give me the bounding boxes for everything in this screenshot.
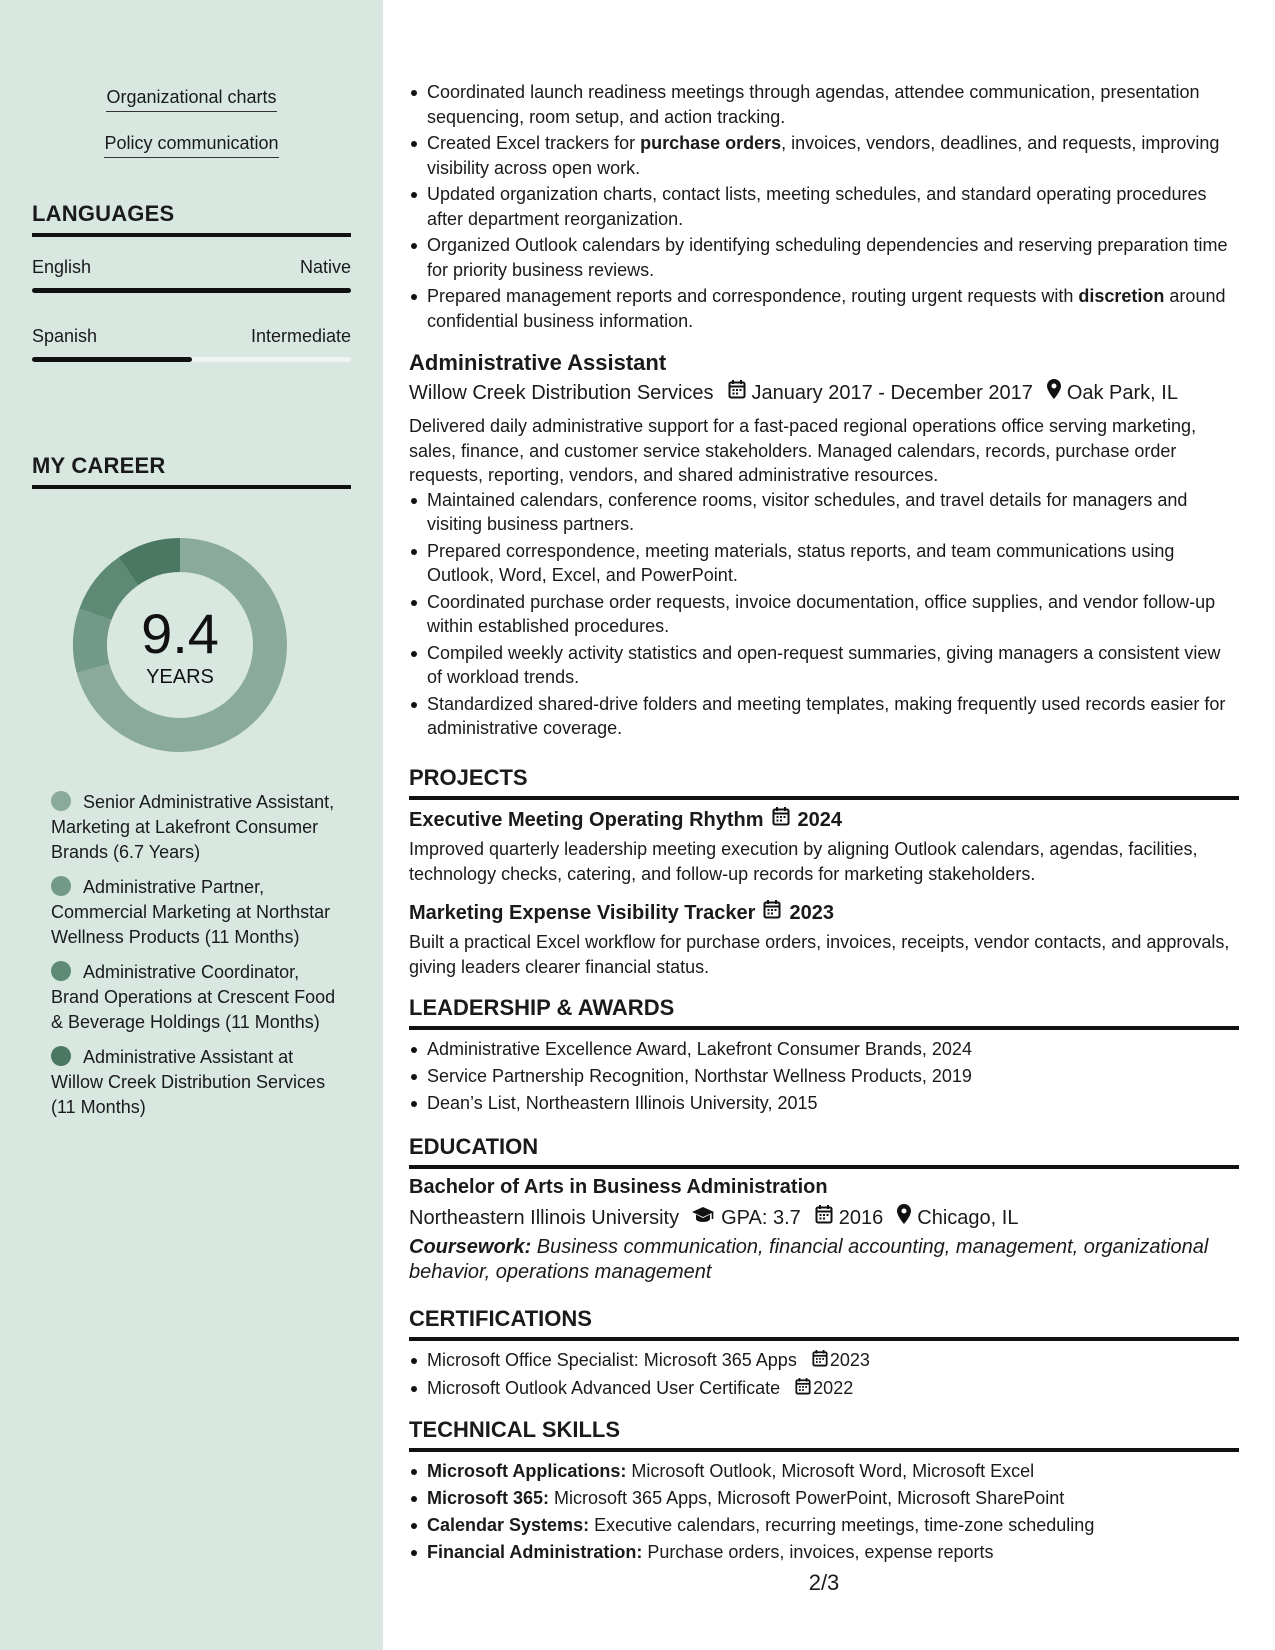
bullet-item: Coordinated launch readiness meetings through agendas, attendee communication, presentation sequencing, room setup, and action tracking. xyxy=(409,80,1239,129)
project-year: 2023 xyxy=(789,901,834,924)
career-text: Senior Administrative Assistant, Marketing at Lakefront Consumer Brands (6.7 Years) xyxy=(51,792,335,862)
language-name: Spanish xyxy=(32,326,98,346)
skill-item: Organizational charts xyxy=(106,86,276,112)
calendar-icon xyxy=(772,806,790,833)
map-pin-icon xyxy=(897,1204,911,1231)
career-dot xyxy=(51,876,71,896)
language-bar xyxy=(32,288,351,293)
career-item xyxy=(51,960,341,1035)
career-dot xyxy=(51,1046,71,1066)
language-name: English xyxy=(32,257,92,277)
career-list xyxy=(51,790,341,1130)
career-dot xyxy=(51,961,71,981)
project-description: Improved quarterly leadership meeting execution by aligning Outlook calendars, agendas, facilities, technology checks, catering, and follow-up records for marketing stakeholders. xyxy=(409,839,1198,884)
award-item: Dean’s List, Northeastern Illinois University, 2015 xyxy=(409,1091,1239,1116)
projects-list xyxy=(409,806,1239,979)
job-company: Willow Creek Distribution Services xyxy=(409,381,714,404)
awards-list xyxy=(409,1037,1239,1116)
career-text: Administrative Partner, Commercial Marketing at Northstar Wellness Products (11 Months) xyxy=(51,877,331,947)
skill-item: Policy communication xyxy=(104,132,278,158)
career-text: Administrative Coordinator, Brand Operations at Crescent Food & Beverage Holdings (11 Months) xyxy=(51,962,336,1032)
graduation-year: 2016 xyxy=(838,1206,884,1229)
previous-job-bullets xyxy=(409,80,1239,335)
calendar-icon xyxy=(763,899,781,926)
language-english xyxy=(32,256,351,293)
language-bar xyxy=(32,357,351,362)
coursework: Coursework: Business communication, financial accounting, management, organizational behavior, operations management xyxy=(409,1236,1209,1283)
calendar-icon xyxy=(815,1204,833,1231)
technical-skill-item: Microsoft Applications: Microsoft Outlook, Microsoft Word, Microsoft Excel xyxy=(409,1459,1239,1484)
certifications-list xyxy=(409,1348,1239,1402)
career-donut xyxy=(65,530,295,760)
bullet-item: Compiled weekly activity statistics and open-request summaries, giving managers a consistent view of workload trends. xyxy=(409,641,1239,690)
career-item xyxy=(51,790,341,865)
bullet-item: Maintained calendars, conference rooms, visitor schedules, and travel details for managers and visiting business partners. xyxy=(409,488,1239,537)
gpa: GPA: 3.7 xyxy=(721,1206,801,1229)
certification-item: Microsoft Office Specialist: Microsoft 365 Apps 2023 xyxy=(409,1348,1239,1374)
career-item xyxy=(51,875,341,950)
project-year: 2024 xyxy=(797,808,843,831)
technical-skill-item: Microsoft 365: Microsoft 365 Apps, Microsoft PowerPoint, Microsoft SharePoint xyxy=(409,1486,1239,1511)
school: Northeastern Illinois University xyxy=(409,1206,680,1229)
job-meta xyxy=(409,379,1239,406)
project-description: Built a practical Excel workflow for purchase orders, invoices, receipts, vendor contacts, and approvals, giving leaders clearer financial status. xyxy=(409,932,1230,977)
bullet-item: Standardized shared-drive folders and meeting templates, making frequently used records easier for administrative coverage. xyxy=(409,692,1239,741)
calendar-icon xyxy=(812,1349,828,1374)
languages-heading: LANGUAGES xyxy=(32,201,351,237)
career-dot xyxy=(51,791,71,811)
career-heading: MY CAREER xyxy=(32,453,351,489)
career-text: Administrative Assistant at Willow Creek Distribution Services (11 Months) xyxy=(51,1047,326,1117)
bullet-item: Updated organization charts, contact lists, meeting schedules, and standard operating procedures after department reorganization. xyxy=(409,182,1239,231)
career-item xyxy=(51,1045,341,1120)
language-level: Intermediate xyxy=(250,326,351,346)
awards-heading: LEADERSHIP & AWARDS xyxy=(409,994,1239,1030)
job-title: Administrative Assistant xyxy=(409,350,667,375)
job-bullets xyxy=(409,488,1239,741)
job-location: Oak Park, IL xyxy=(1066,381,1178,404)
certification-item: Microsoft Outlook Advanced User Certificate 2022 xyxy=(409,1376,1239,1402)
graduation-cap-icon xyxy=(691,1205,715,1231)
skills-list xyxy=(32,86,351,178)
career-total: 9.4 xyxy=(141,602,219,665)
certification-year: 2022 xyxy=(813,1378,854,1398)
language-bar-fill xyxy=(32,288,351,293)
degree: Bachelor of Arts in Business Administration xyxy=(409,1176,828,1198)
language-bar-fill xyxy=(32,357,192,362)
page-number: 2/3 xyxy=(808,1570,840,1595)
certifications-heading: CERTIFICATIONS xyxy=(409,1305,1239,1341)
projects-heading: PROJECTS xyxy=(409,764,1239,800)
award-item: Administrative Excellence Award, Lakefront Consumer Brands, 2024 xyxy=(409,1037,1239,1062)
language-level: Native xyxy=(299,257,351,277)
technical-skill-item: Calendar Systems: Executive calendars, recurring meetings, time-zone scheduling xyxy=(409,1513,1239,1538)
career-unit: YEARS xyxy=(146,666,214,688)
job-summary: Delivered daily administrative support for a fast-paced regional operations office serving marketing, sales, finance, and customer service stakeholders. Managed calendars, records, purchase order requests, reporting, vendors, and shared administrative resources. xyxy=(409,416,1197,485)
technical-skill-item: Financial Administration: Purchase orders, invoices, expense reports xyxy=(409,1540,1239,1565)
education-entry xyxy=(409,1174,1239,1284)
project-title: Marketing Expense Visibility Tracker 2023 xyxy=(409,899,1239,926)
education-location: Chicago, IL xyxy=(917,1206,1019,1229)
calendar-icon xyxy=(728,379,746,406)
bullet-item: Organized Outlook calendars by identifying scheduling dependencies and reserving preparation time for priority business reviews. xyxy=(409,233,1239,282)
bullet-item: Created Excel trackers for purchase orders, invoices, vendors, deadlines, and requests, improving visibility across open work. xyxy=(409,131,1239,180)
bullet-item: Prepared management reports and correspondence, routing urgent requests with discretion around confidential business information. xyxy=(409,284,1239,333)
calendar-icon xyxy=(795,1377,811,1402)
education-heading: EDUCATION xyxy=(409,1133,1239,1169)
education-meta xyxy=(409,1204,1239,1231)
technical-skills-list xyxy=(409,1459,1239,1565)
bullet-item: Coordinated purchase order requests, invoice documentation, office supplies, and vendor follow-up within established procedures. xyxy=(409,590,1239,639)
job-entry xyxy=(409,349,1239,743)
main-content xyxy=(409,0,1239,1650)
map-pin-icon xyxy=(1047,379,1061,406)
project-title: Executive Meeting Operating Rhythm 2024 xyxy=(409,806,1239,833)
sidebar xyxy=(0,0,383,1650)
job-dates: January 2017 - December 2017 xyxy=(751,381,1033,404)
certification-year: 2023 xyxy=(829,1350,870,1370)
bullet-item: Prepared correspondence, meeting materials, status reports, and team communications using Outlook, Word, Excel, and PowerPoint. xyxy=(409,539,1239,588)
language-spanish xyxy=(32,325,351,362)
award-item: Service Partnership Recognition, Northstar Wellness Products, 2019 xyxy=(409,1064,1239,1089)
technical-skills-heading: TECHNICAL SKILLS xyxy=(409,1416,1239,1452)
